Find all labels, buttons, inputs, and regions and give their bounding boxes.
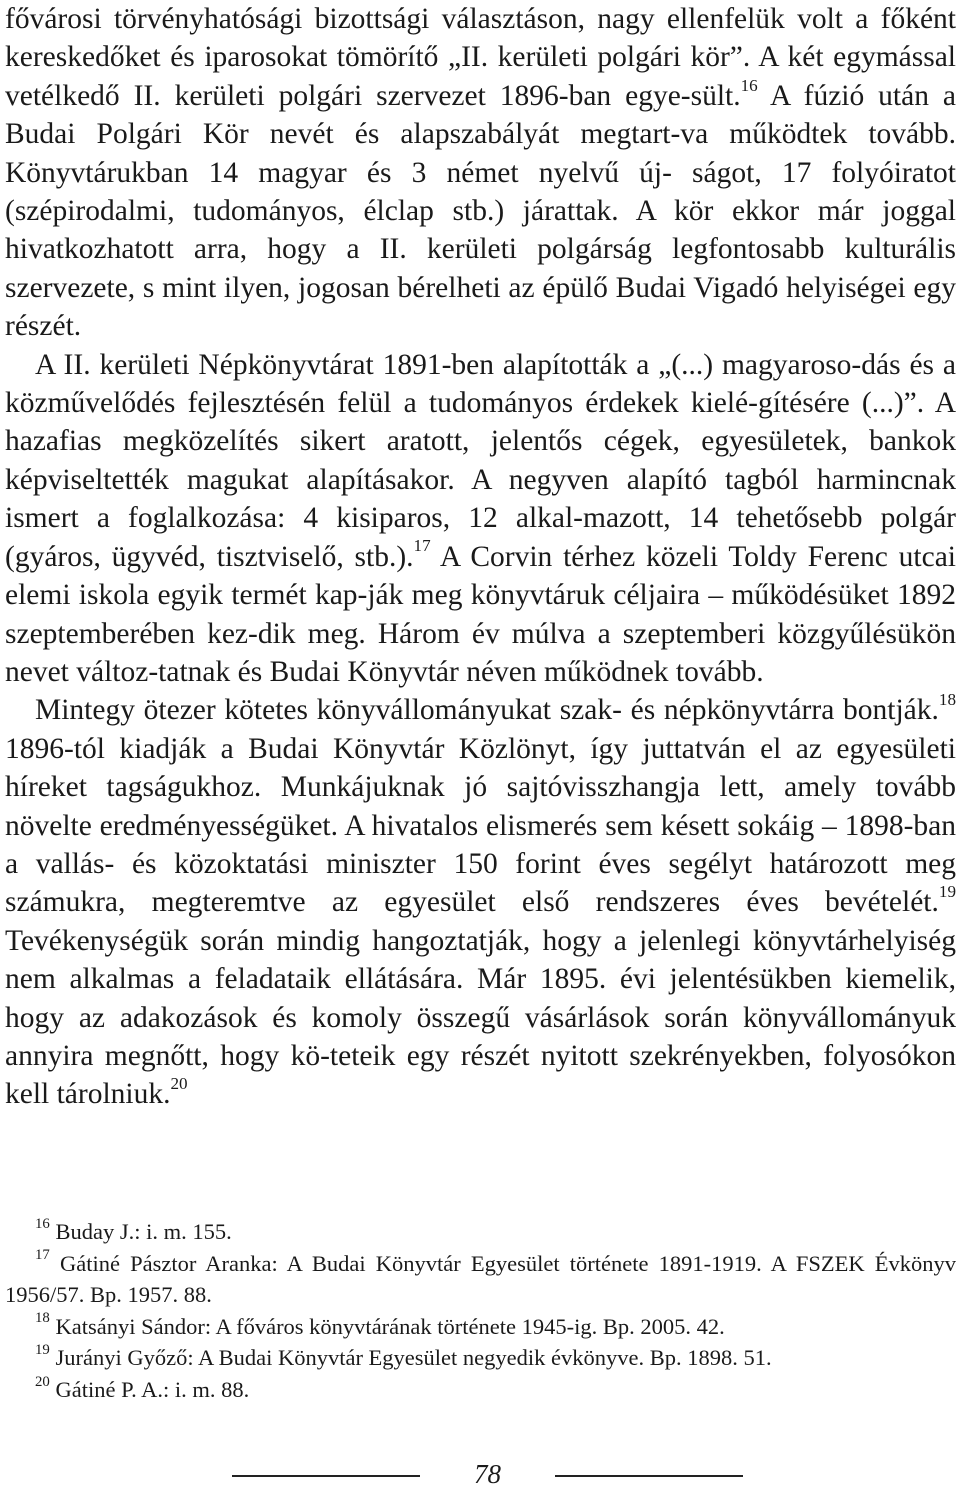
text-line: fővárosi törvényhatósági bizottsági választáson, nagy ellenfelük volt a [5, 3, 869, 35]
text-line: hogy a jelenlegi könyvtárhelyiség nem alkalmas a feladataik ellátására. [5, 924, 956, 996]
footnote-18 [5, 1311, 956, 1343]
text-line: kör ekkor már joggal hivatkozhatott arra, hogy a II. kerületi polgárság [5, 195, 957, 266]
footnote-number: 16 [35, 1215, 50, 1232]
footer-rule-left [232, 1475, 420, 1477]
footnote-text: Jurányi Győző: A Budai Könyvtár Egyesület negyedik évkönyve. Bp. 1898. 51. [49, 1345, 772, 1371]
text-line: sült. [690, 79, 741, 112]
text-line: ják meg könyvtáruk céljaira – működésüket 1892 szeptemberében kez- [5, 579, 956, 650]
paragraph-1 [5, 0, 956, 346]
text-line: A [430, 540, 460, 573]
text-line: épülő Budai Vigadó helyiségei egy részét. [5, 271, 956, 343]
footnote-number: 18 [35, 1310, 50, 1327]
footnote-text: Gátiné P. A.: i. m. 88. [49, 1376, 250, 1402]
footnotes [5, 1216, 956, 1406]
text-line: dás és a közművelődés fejlesztésén felül a tudományos érdekek kielé- [5, 348, 956, 420]
text-line: va működtek tovább. Könyvtárukban 14 magyar és 3 német nyelvű új- [5, 118, 956, 189]
text-line: főként kereskedőket és iparosokat tömörítő „II. kerületi polgári kör”. A [5, 3, 956, 74]
text-line: 1896-tól kiadják a Budai Könyvtár Közlönyt, így juttatván el [5, 732, 782, 765]
text-line: amely tovább növelte eredményességüket. A hivatalos elismerés sem [5, 771, 957, 842]
text-line: gítésére (...)”. A hazafias megközelítés sikert aratott, jelentős cégek, [5, 387, 956, 458]
text-line: rendszeres éves bevételét. [595, 886, 939, 919]
footnote-ref-18: 18 [938, 690, 956, 710]
footnote-number: 20 [35, 1373, 50, 1390]
paragraph-3 [5, 691, 956, 1113]
footnote-number: 19 [35, 1341, 50, 1358]
text-line: legfontosabb kulturális szervezete, s mint ilyen, jogosan bérelheti az [5, 233, 957, 304]
text-line: Már 1895. évi jelentésükben kiemelik, hogy az adakozások és komoly [5, 963, 956, 1034]
body-text [5, 0, 956, 1114]
text-line: egyesületek, bankok képviseltették magukat alapításakor. A negyven [5, 425, 957, 496]
footnote-19 [5, 1342, 956, 1374]
text-line: Tevékenységük során mindig hangoztatják, [5, 924, 531, 957]
text-line: éves segélyt határozott meg számukra, megteremtve az egyesület első [5, 847, 956, 919]
footnote-ref-19: 19 [938, 882, 956, 902]
text-line: Mintegy ötezer kötetes könyvállományukat szak- és népkönyvtárra [35, 694, 835, 727]
footnote-text: Gátiné Pásztor Aranka: A Budai Könyvtár Egyesület története 1891-1919. A FSZEK Évkönyv 1956/57. Bp. 1957. 88. [5, 1250, 956, 1308]
text-line: két egymással vetélkedő II. kerületi polgári szervezet 1896-ban egye- [5, 41, 956, 112]
footnote-17 [5, 1248, 956, 1311]
paragraph-2 [5, 346, 956, 692]
footer-rule-right [555, 1475, 743, 1477]
page-number: 78 [474, 1459, 501, 1489]
text-line: dik meg. Három év múlva a szeptemberi közgyűlésükön nevet változ- [5, 617, 956, 688]
footnote-20 [5, 1374, 956, 1406]
text-line: alapító tagból harmincnak ismert a foglalkozása: 4 kisiparos, 12 alkal- [5, 463, 956, 535]
footnote-number: 17 [35, 1247, 50, 1264]
footnote-text: Buday J.: i. m. 155. [49, 1219, 232, 1244]
text-line: A fúzió után a Budai Polgári Kör nevét és alapszabályát megtart- [5, 79, 957, 151]
footnote-16 [5, 1216, 956, 1248]
footnote-text: Katsányi Sándor: A főváros könyvtárának története 1945-ig. Bp. 2005. 42. [49, 1313, 725, 1339]
text-line: tatnak és Budai Könyvtár néven működnek tovább. [158, 655, 764, 688]
footnote-ref-17: 17 [413, 536, 431, 556]
text-line: ságot, 17 folyóiratot (szépirodalmi, tudományos, élclap stb.) járattak. A [5, 156, 956, 228]
text-line: teteik egy részét nyitott szekrényekben, folyosókon kell tárolniuk. [5, 1039, 956, 1111]
text-line: A II. kerületi Népkönyvtárat 1891-ben alapították a „(...) magyaroso- [35, 348, 862, 381]
text-line: összegű vásárlások során könyvállományuk annyira megnőtt, hogy kö- [5, 1001, 956, 1072]
text-line: bontják. [843, 694, 939, 727]
footnote-ref-20: 20 [170, 1074, 188, 1094]
footnote-ref-16: 16 [740, 75, 758, 95]
text-line: Corvin térhez közeli Toldy Ferenc utcai elemi iskola egyik termét kap- [5, 540, 956, 612]
text-line: mazott, 14 tehetősebb polgár (gyáros, ügyvéd, tisztviselő, stb.). [5, 502, 956, 573]
text-line: az egyesületi híreket tagságukhoz. Munkájuknak jó sajtóvisszhangja lett, [5, 732, 956, 804]
page-footer [0, 1459, 960, 1492]
text-line: késett sokáig – 1898-ban a vallás- és közoktatási miniszter 150 forint [5, 809, 957, 880]
